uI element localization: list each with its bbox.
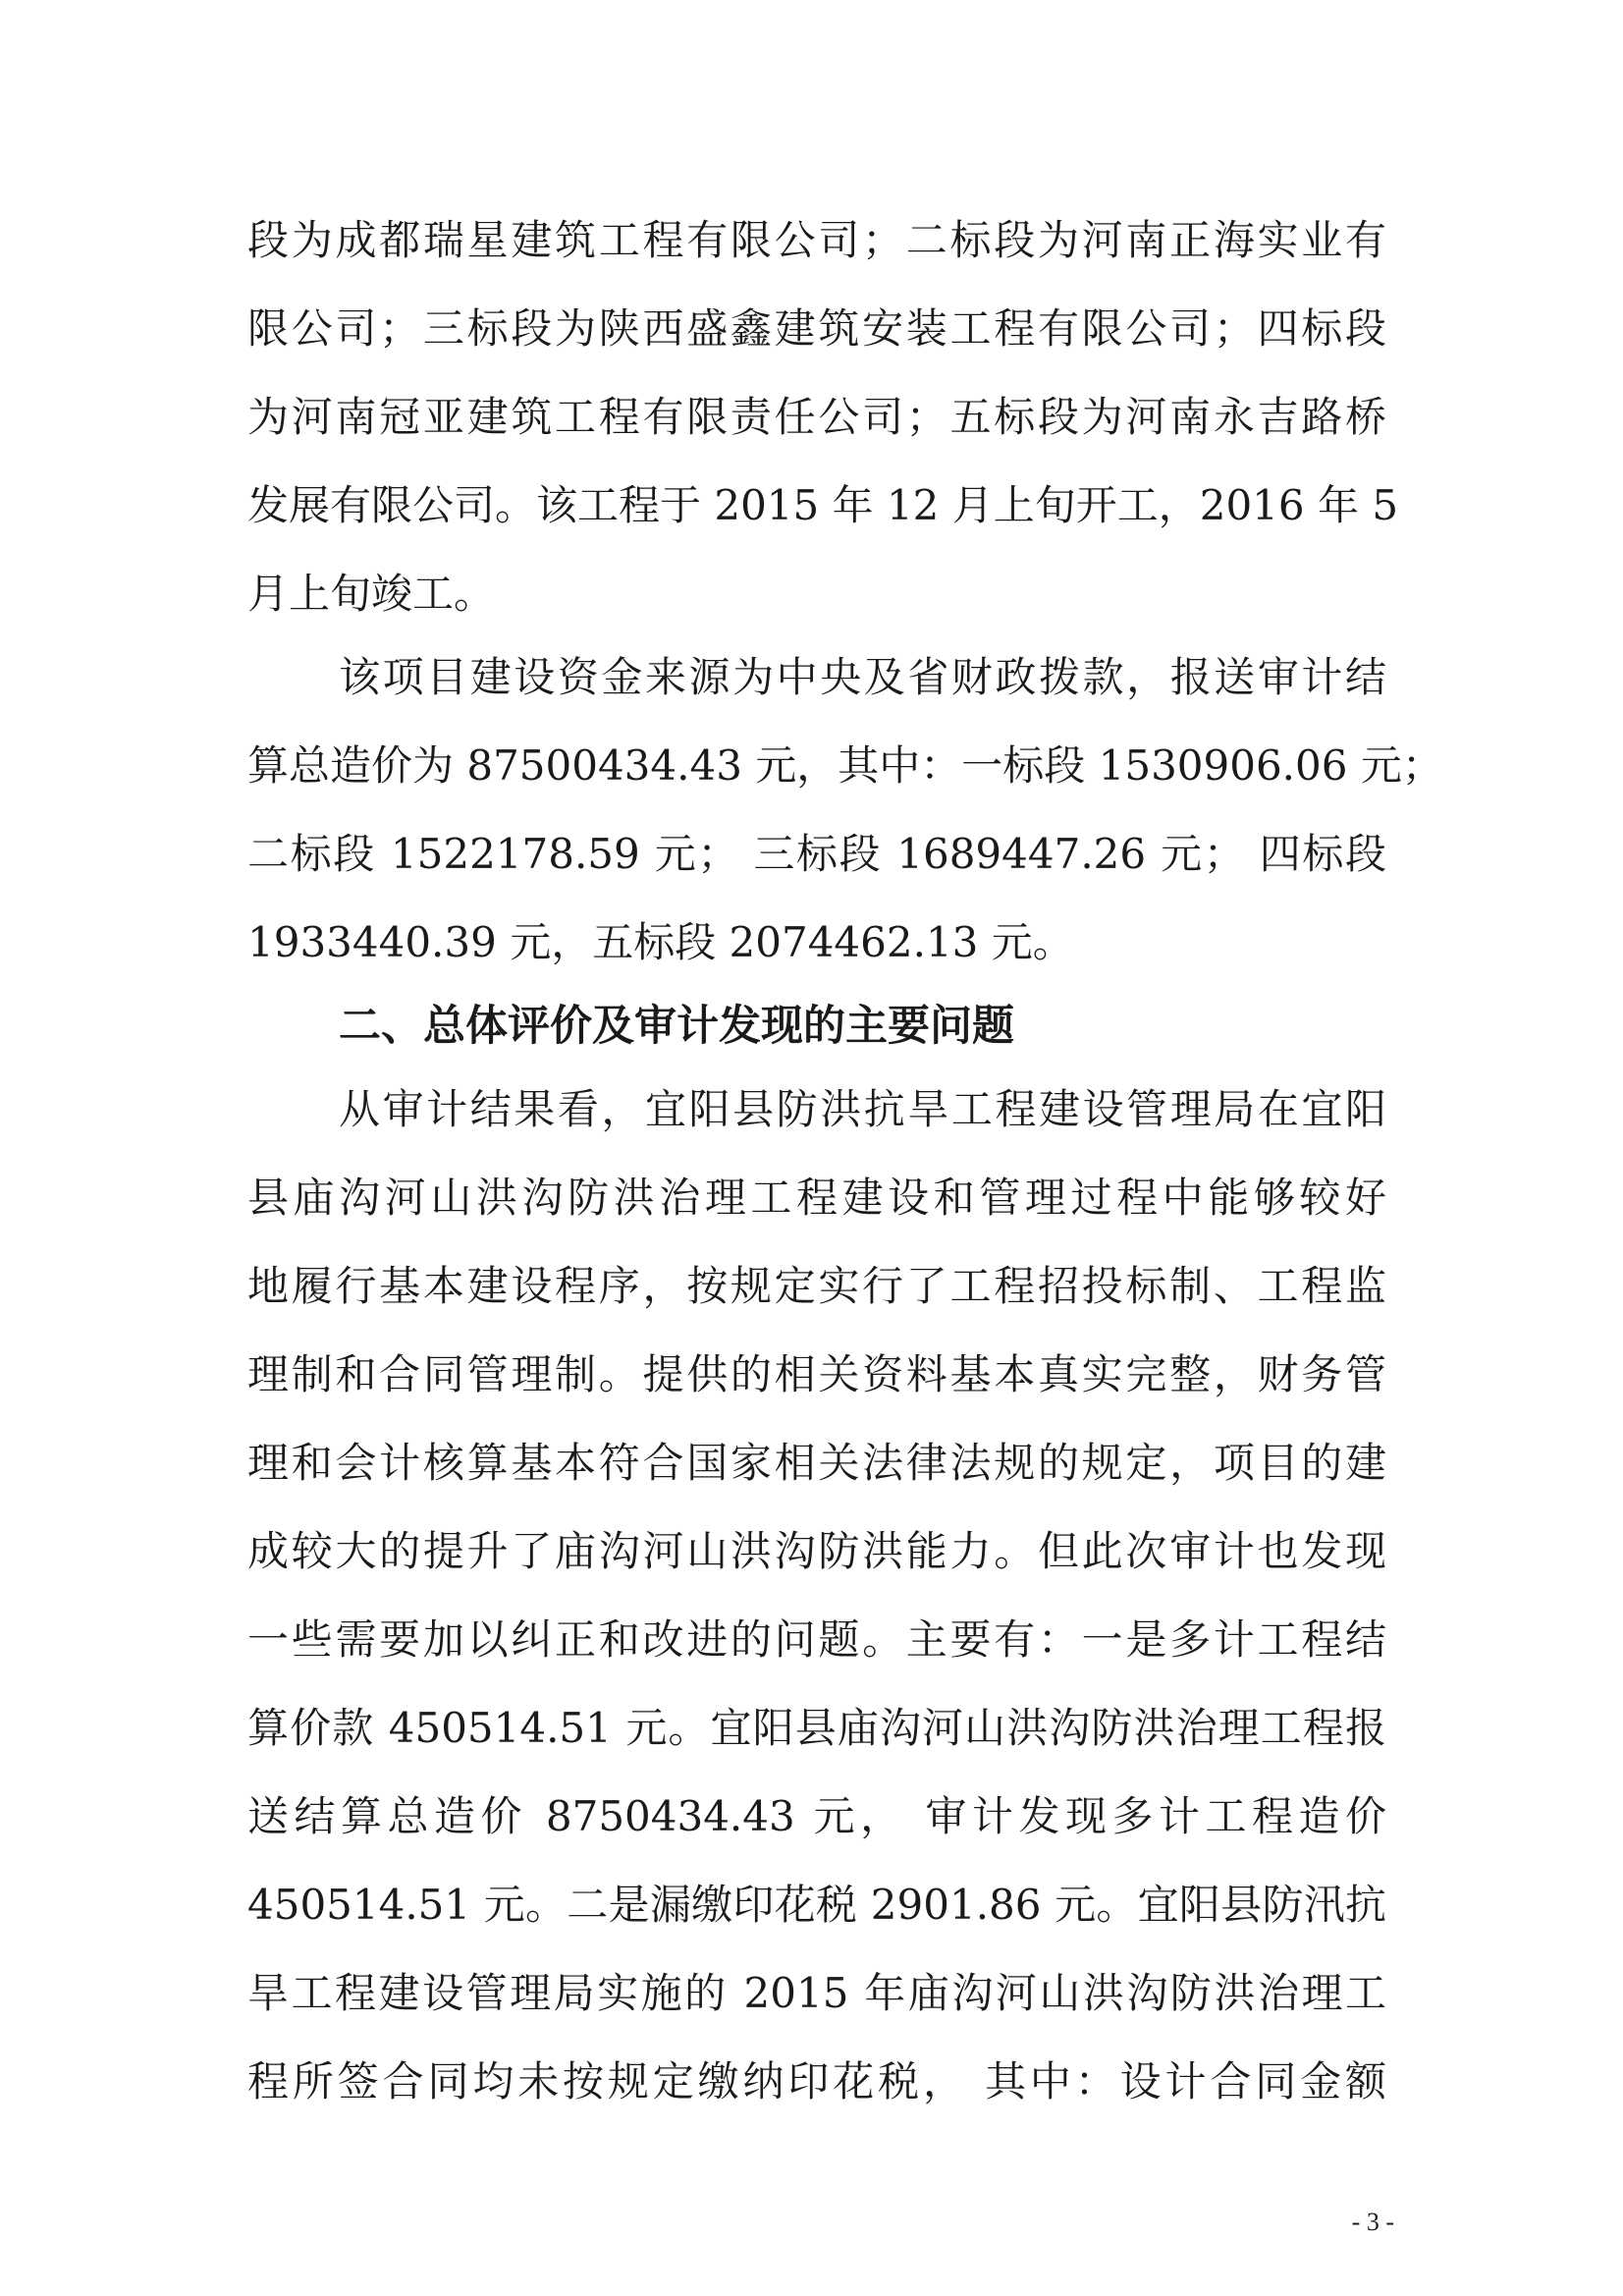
section-heading: 二、总体评价及审计发现的主要问题 xyxy=(339,1002,1014,1051)
page-number: - 3 - xyxy=(1351,2208,1394,2236)
paragraph-first-line: 从审计结果看，宜阳县防洪抗旱工程建设管理局在宜阳 xyxy=(339,1085,1386,1133)
text-line: 二标段 1522178.59 元； 三标段 1689447.26 元； 四标段 xyxy=(247,830,1386,878)
paragraph-first-line: 该项目建设资金来源为中央及省财政拨款，报送审计结 xyxy=(339,653,1386,701)
text-line: 算价款 450514.51 元。宜阳县庙沟河山洪沟防洪治理工程报 xyxy=(247,1704,1386,1752)
text-line: 程所签合同均未按规定缴纳印花税， 其中：设计合同金额 xyxy=(247,2057,1386,2105)
text-line: 一些需要加以纠正和改进的问题。主要有：一是多计工程结 xyxy=(247,1615,1386,1664)
text-line: 成较大的提升了庙沟河山洪沟防洪能力。但此次审计也发现 xyxy=(247,1527,1386,1575)
text-line: 限公司；三标段为陕西盛鑫建筑安装工程有限公司；四标段 xyxy=(247,304,1386,353)
text-line: 1933440.39 元，五标段 2074462.13 元。 xyxy=(247,918,1074,966)
text-line: 地履行基本建设程序，按规定实行了工程招投标制、工程监 xyxy=(247,1262,1386,1310)
text-line: 450514.51 元。二是漏缴印花税 2901.86 元。宜阳县防汛抗 xyxy=(247,1881,1386,1929)
text-line: 旱工程建设管理局实施的 2015 年庙沟河山洪沟防洪治理工 xyxy=(247,1969,1386,2017)
text-line: 发展有限公司。该工程于 2015 年 12 月上旬开工，2016 年 5 xyxy=(247,481,1399,529)
text-line: 月上旬竣工。 xyxy=(247,570,496,618)
text-line: 段为成都瑞星建筑工程有限公司；二标段为河南正海实业有 xyxy=(247,216,1386,264)
text-line: 算总造价为 87500434.43 元，其中：一标段 1530906.06 元； xyxy=(247,741,1443,790)
text-line: 理制和合同管理制。提供的相关资料基本真实完整，财务管 xyxy=(247,1350,1386,1398)
text-line: 理和会计核算基本符合国家相关法律法规的规定，项目的建 xyxy=(247,1439,1386,1487)
text-line: 为河南冠亚建筑工程有限责任公司；五标段为河南永吉路桥 xyxy=(247,393,1386,441)
text-line: 县庙沟河山洪沟防洪治理工程建设和管理过程中能够较好 xyxy=(247,1174,1386,1222)
text-line: 送结算总造价 8750434.43 元， 审计发现多计工程造价 xyxy=(247,1792,1386,1840)
